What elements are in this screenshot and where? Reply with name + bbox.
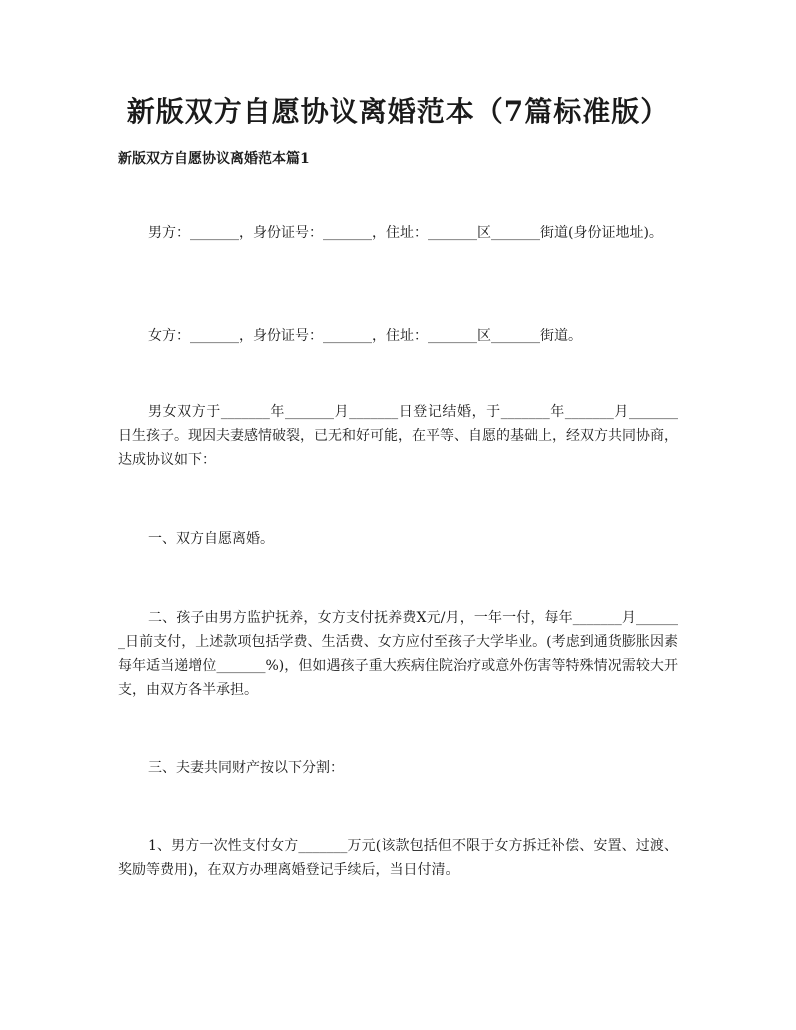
- document-title: 新版双方自愿协议离婚范本（7篇标准版）: [126, 95, 670, 128]
- paragraph-clause-3-item-1: 1、男方一次性支付女方_______万元(该款包括但不限于女方拆迁补偿、安置、过渡、奖励等费用)，在双方办理离婚登记手续后，当日付清。: [118, 838, 678, 878]
- paragraph-clause-1: 一、双方自愿离婚。: [148, 531, 274, 547]
- paragraph-clause-3: 三、夫妻共同财产按以下分割：: [148, 760, 344, 776]
- paragraph-male-party: 男方：_______，身份证号：_______，住址：_______区_______街道(身份证地址)。: [148, 225, 663, 241]
- paragraph-clause-2: 二、孩子由男方监护抚养，女方支付抚养费X元/月，一年一付，每年_______月_______日前支付，上述款项包括学费、生活费、女方应付至孩子大学毕业。(考虑到通货膨胀因素每年适当递增位_______%)，但如遇孩子重大疾病住院治疗或意外伤害等特殊情况需较大开支，由双方各半承担。: [118, 610, 678, 698]
- paragraph-female-party: 女方：_______，身份证号：_______，住址：_______区_______街道。: [148, 328, 582, 344]
- section-heading: 新版双方自愿协议离婚范本篇1: [118, 151, 310, 167]
- paragraph-marriage-info: 男女双方于_______年_______月_______日登记结婚，于_______年_______月_______日生孩子。现因夫妻感情破裂，已无和好可能，在平等、自愿的基础上，经双方共同协商，达成协议如下：: [118, 404, 678, 468]
